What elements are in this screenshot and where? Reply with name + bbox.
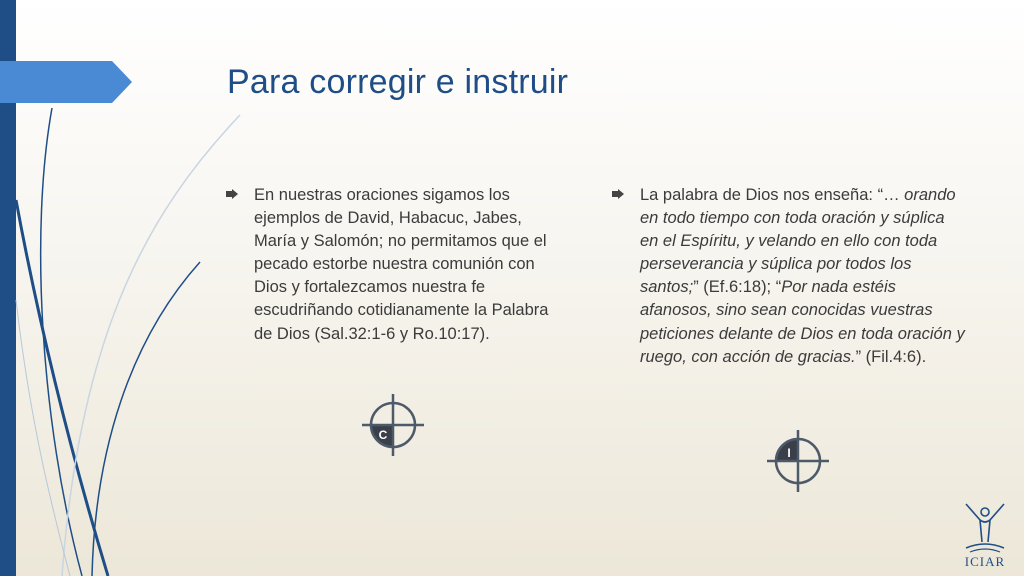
crosshair-c-icon bbox=[360, 392, 426, 458]
crosshair-i-icon bbox=[765, 428, 831, 494]
marker-letter-i: I bbox=[787, 446, 791, 460]
left-paragraph: En nuestras oraciones sigamos los ejemplos de David, Habacuc, Jabes, María y Salomón; no permitamos que el pecado estorbe nuestra comunión con Dios y fortalezcamos nuestra fe escudriñando cotidianamente la Palabra de Dios (Sal.32:1-6 y Ro.10:17). bbox=[254, 186, 549, 343]
logo-text: ICIAR bbox=[964, 554, 1006, 569]
scripture-quote-ephesians: orando en todo tiempo con toda oración y súplica en el Espíritu, y velando en ello con toda perseverancia y súplica por todos los santos; bbox=[640, 186, 956, 297]
right-intro: La palabra de Dios nos enseña: “… bbox=[640, 186, 900, 204]
scripture-quote-philippians: Por nada estéis afanosos, sino sean conocidas vuestras peticiones delante de Dios en toda oración y ruego, con acción de gracias. bbox=[640, 278, 965, 366]
right-text-block bbox=[612, 184, 967, 369]
left-text-block bbox=[226, 184, 556, 346]
right-paragraph bbox=[640, 184, 967, 369]
reference-philippians: ” (Fil.4:6). bbox=[855, 347, 927, 366]
arrow-bullet-icon bbox=[612, 189, 624, 199]
slide-title: Para corregir e instruir bbox=[227, 63, 569, 101]
marker-letter-c: C bbox=[378, 428, 388, 442]
reference-ephesians: ” (Ef.6:18); “ bbox=[693, 278, 782, 297]
title-accent-tab bbox=[0, 61, 132, 103]
arrow-bullet-icon bbox=[226, 189, 238, 199]
